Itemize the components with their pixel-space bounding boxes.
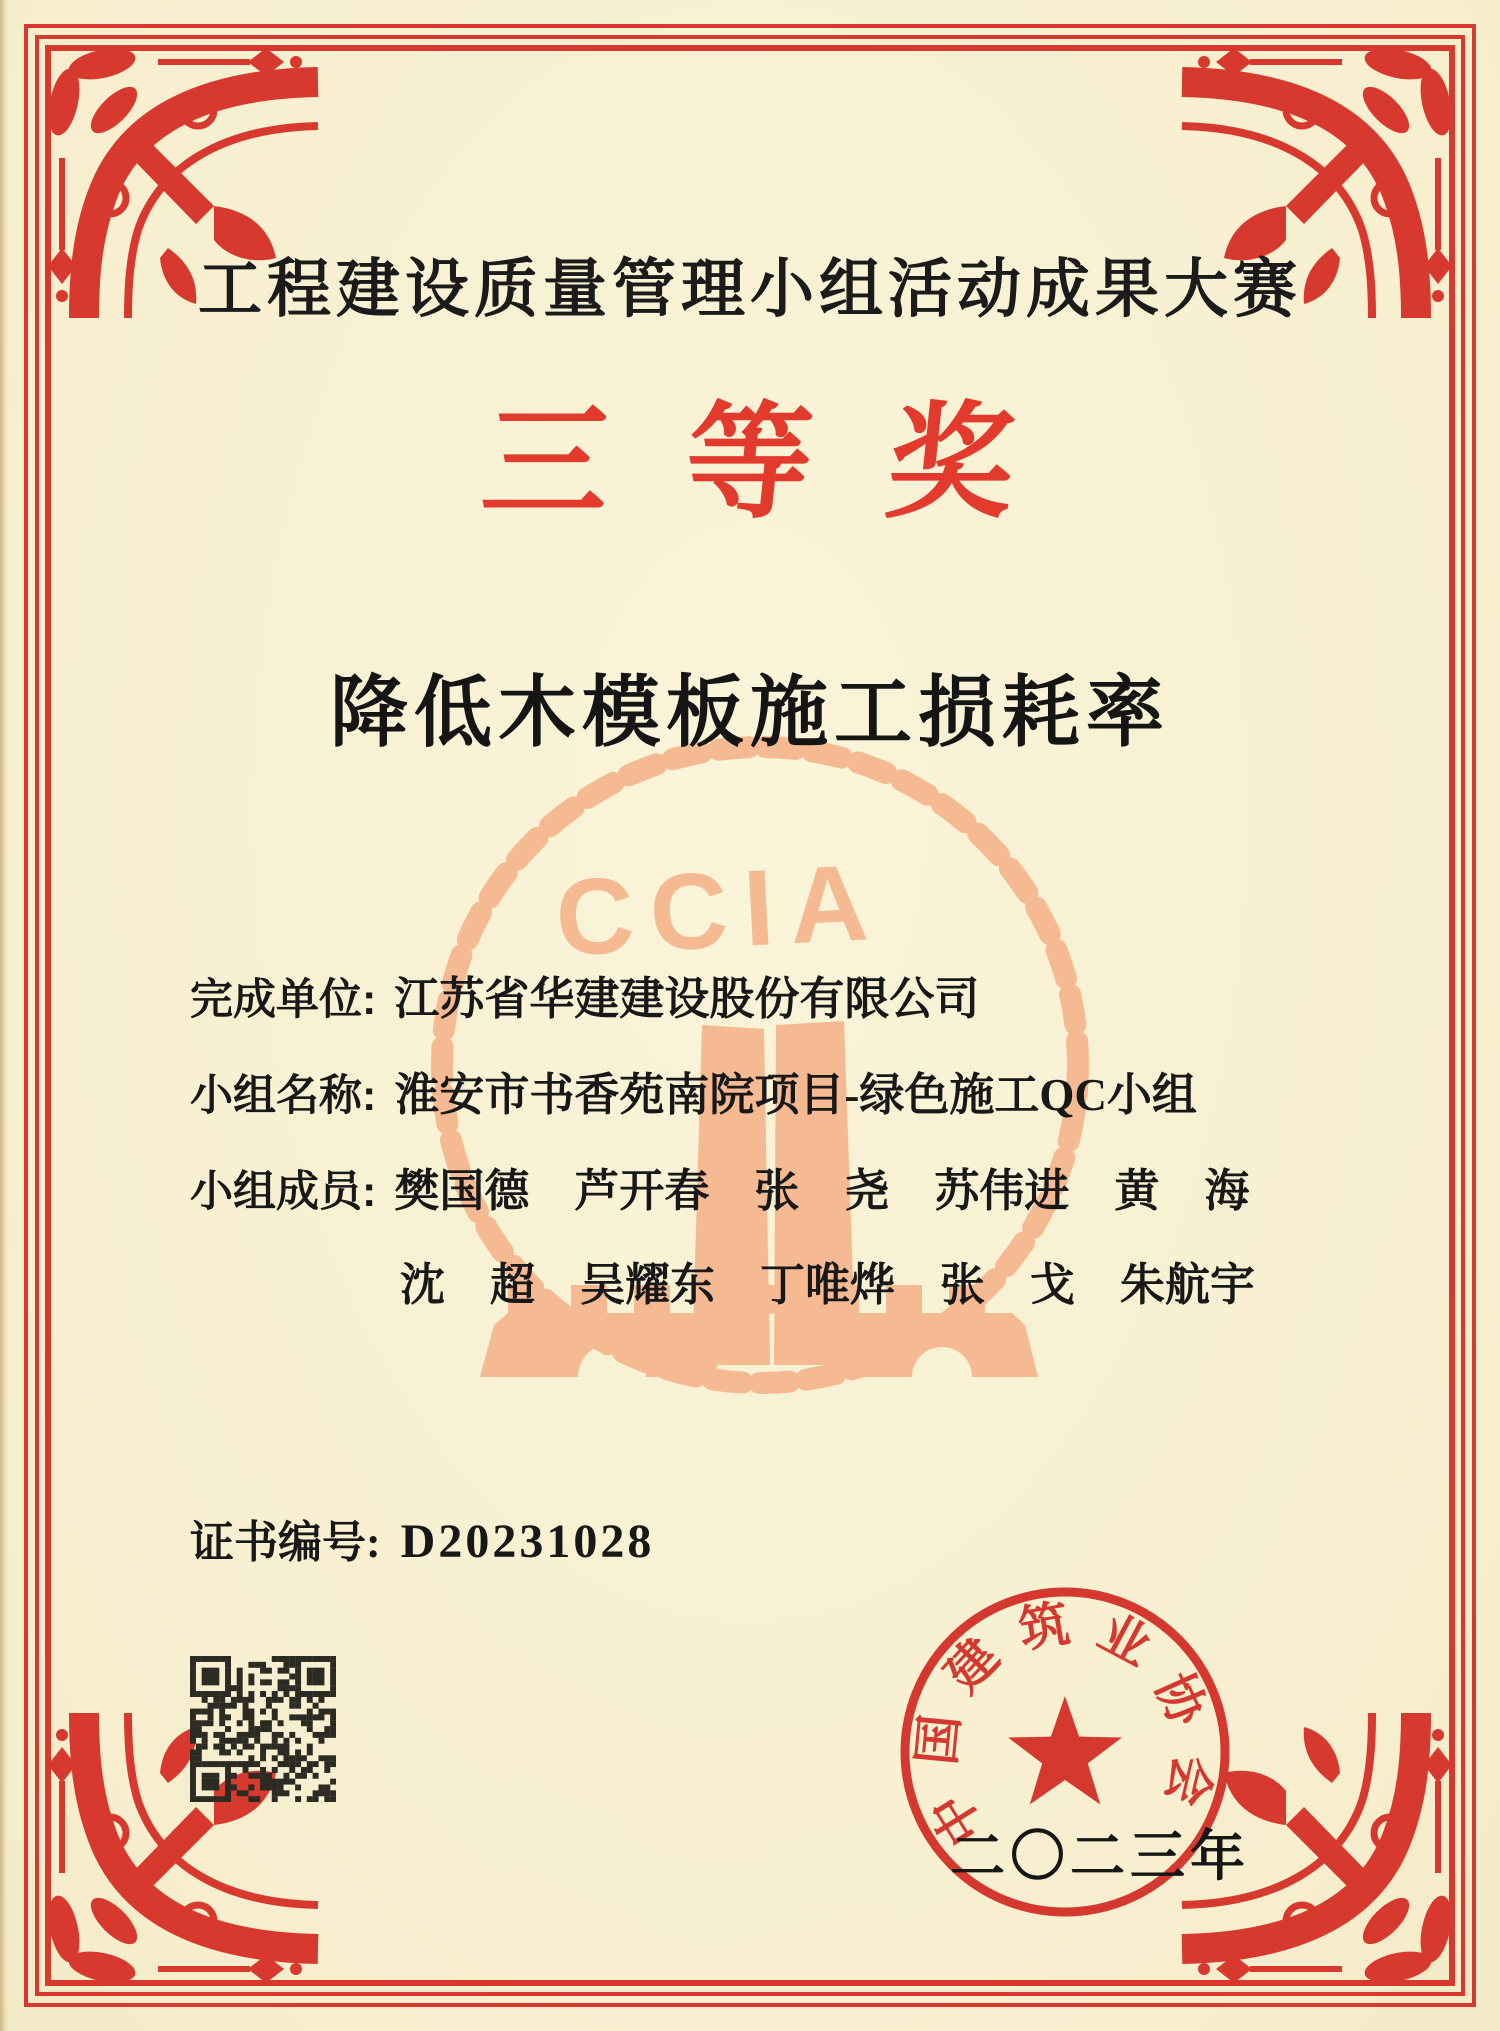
certificate-number-value: D20231028 (400, 1515, 655, 1568)
group-members-line1: 樊国德 芦开春 张 尧 苏伟进 黄 海 (394, 1166, 1250, 1216)
project-title: 降低木模板施工损耗率 (329, 669, 1170, 756)
group-name-row (190, 1058, 1197, 1123)
certificate-number-label: 证书编号: (190, 1518, 381, 1567)
seal-org-char: 国 (908, 1712, 969, 1768)
group-members-line2: 沈 超 吴耀东 丁唯烨 张 戈 朱航宇 (400, 1260, 1256, 1310)
scan-paper-edge (0, 0, 9, 2031)
watermark-acronym: CCIA (552, 840, 887, 979)
award-grade: 三等奖 (476, 395, 1098, 534)
seal-year: 二〇二三年 (950, 1826, 1251, 1887)
seal-org-char: 业 (1089, 1603, 1160, 1677)
completing-unit-label: 完成单位: (190, 976, 377, 1024)
seal-org-char: 建 (934, 1628, 1010, 1703)
completing-unit-row (190, 962, 979, 1027)
seal-org-char: 筑 (1014, 1594, 1074, 1659)
seal-org-char: 协 (1144, 1664, 1217, 1734)
completing-unit-value: 江苏省华建建设股份有限公司 (394, 974, 980, 1024)
group-members-row (190, 1154, 1249, 1219)
group-name-value: 淮安市书香苑南院项目-绿色施工QC小组 (394, 1070, 1197, 1120)
certificate-number-row (190, 1506, 654, 1570)
group-name-label: 小组名称: (190, 1072, 377, 1120)
group-members-label: 小组成员: (190, 1168, 377, 1216)
seal-org-char: 中 (920, 1783, 995, 1856)
seal-org-char: 会 (1155, 1749, 1222, 1812)
competition-title: 工程建设质量管理小组活动成果大赛 (198, 253, 1302, 325)
qr-code (190, 1656, 336, 1802)
seal-star-icon (1008, 1696, 1122, 1805)
